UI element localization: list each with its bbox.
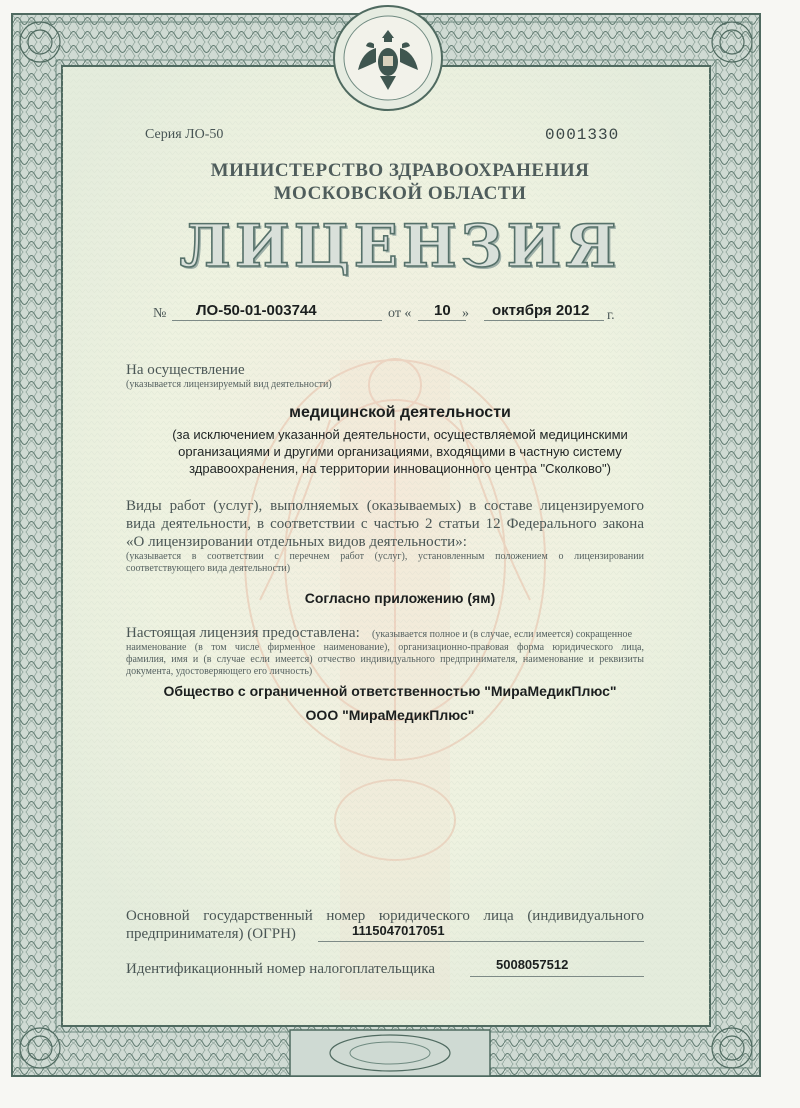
works-hint1: (указывается в соответствии с перечнем работ (услуг), установленным положением о лицензировании	[126, 551, 644, 562]
number-underline	[172, 320, 382, 321]
date-quote-close: »	[462, 306, 469, 321]
inn-underline	[470, 976, 644, 977]
activity-name: медицинской деятельности	[289, 404, 511, 421]
ogrn-label-line2: предпринимателя) (ОГРН)	[126, 926, 296, 942]
license-month-year: октября 2012	[492, 302, 590, 319]
licensee-full-name: Общество с ограниченной ответственностью "МираМедикПлюс"	[163, 683, 617, 699]
granted-hint3: фамилия, имя и (в случае если имеется) отчество индивидуального предпринимателя, наименование и реквизиты	[126, 654, 644, 665]
year-g: г.	[607, 308, 615, 323]
granted-hint2: наименование (в том числе фирменное наименование), организационно-правовая форма юридического лица,	[126, 642, 644, 653]
activity-label: На осуществление	[126, 362, 245, 378]
granted-hint4: документа, удостоверяющего его личность)	[126, 666, 313, 677]
works-line2: вида деятельности, в соответствии с частью 2 статьи 12 Федерального закона	[126, 516, 644, 532]
number-sign: №	[153, 306, 167, 321]
inn-label: Идентификационный номер налогоплательщика	[126, 961, 436, 977]
document-title: ЛИЦЕНЗИЯ	[179, 212, 621, 280]
ogrn-label-line1: Основной государственный номер юридического лица (индивидуального	[126, 908, 644, 924]
series-label: Серия ЛО-50	[145, 127, 224, 142]
ministry-name-line1: МИНИСТЕРСТВО ЗДРАВООХРАНЕНИЯ	[210, 160, 590, 181]
works-value: Согласно приложению (ям)	[304, 590, 496, 606]
ogrn-underline	[318, 941, 644, 942]
ogrn-value: 1115047017051	[352, 923, 445, 938]
state-emblem	[334, 6, 442, 110]
license-day: 10	[434, 302, 451, 319]
blank-number: 0001330	[545, 126, 620, 144]
inn-value: 5008057512	[496, 957, 569, 972]
day-underline	[418, 320, 466, 321]
granted-label: Настоящая лицензия предоставлена:	[126, 625, 360, 641]
granted-hint1: (указывается полное и (в случае, если имеется) сокращенное	[372, 629, 633, 640]
activity-detail-line1: (за исключением указанной деятельности, осуществляемой медицинскими	[172, 427, 628, 442]
month-underline	[484, 320, 604, 321]
date-ot: от «	[388, 306, 412, 321]
works-line3: «О лицензировании отдельных видов деятельности»:	[126, 534, 467, 550]
license-number: ЛО-50-01-003744	[196, 302, 317, 319]
works-hint2: соответствующего вида деятельности)	[126, 563, 291, 574]
works-line1: Виды работ (услуг), выполняемых (оказываемых) в составе лицензируемого	[126, 498, 644, 514]
bottom-ornament	[290, 1030, 490, 1076]
licensee-short-name: ООО "МираМедикПлюс"	[305, 707, 475, 723]
ministry-name-line2: МОСКОВСКОЙ ОБЛАСТИ	[273, 183, 527, 204]
activity-detail-line2: организациями и другими организациями, входящими в частную систему	[178, 444, 622, 459]
activity-detail-line3: здравоохранения, на территории инновационного центра "Сколково")	[189, 461, 611, 476]
activity-hint: (указывается лицензируемый вид деятельности)	[126, 379, 332, 390]
